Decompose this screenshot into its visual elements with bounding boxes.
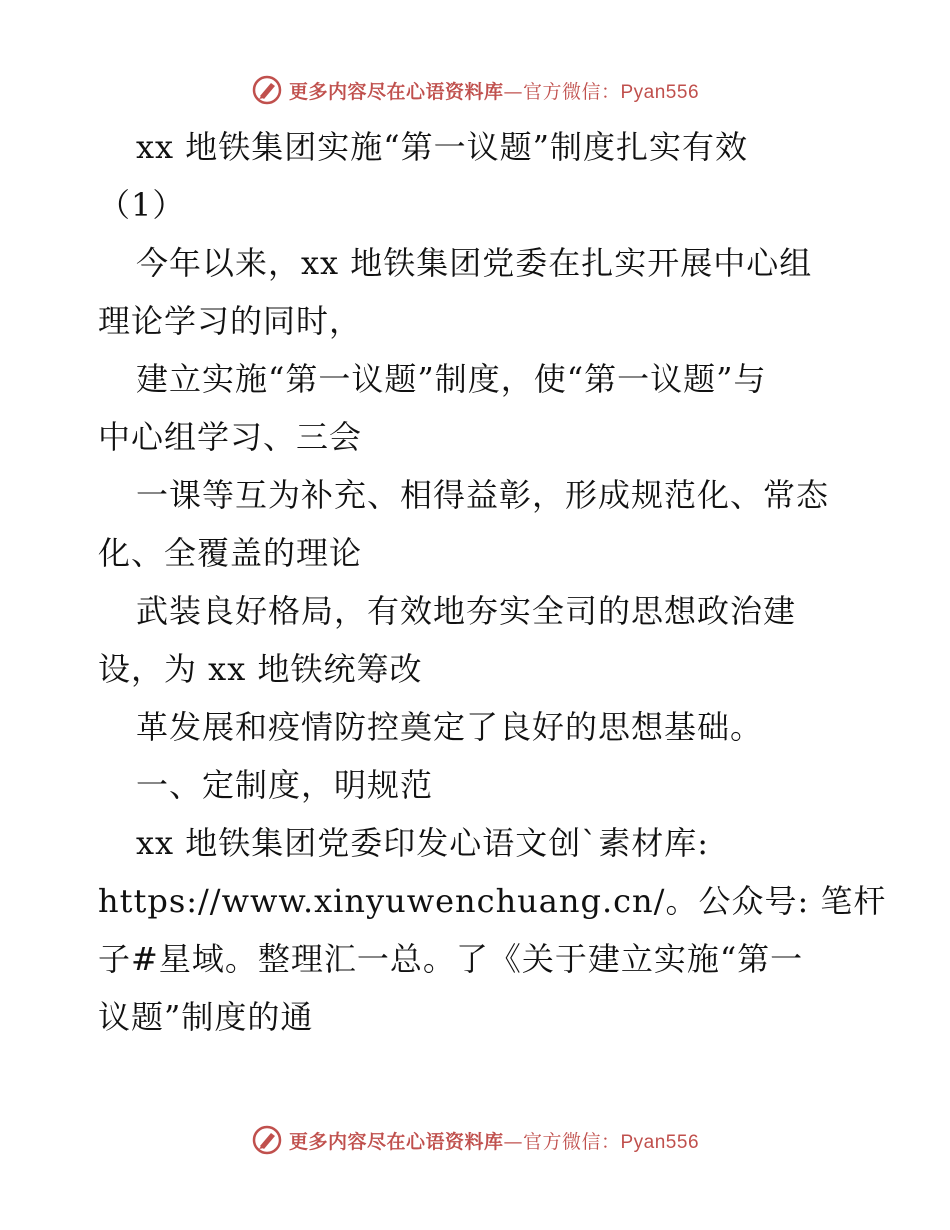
section-heading: 一、定制度，明规范 [136, 766, 434, 804]
paragraph-line: 设，为 xx 地铁统筹改 [98, 650, 423, 688]
paragraph-line: 理论学习的同时， [98, 302, 363, 340]
paragraph-line: xx 地铁集团党委印发心语文创`素材库: [136, 824, 710, 862]
paragraph-line: 今年以来，xx 地铁集团党委在扎实开展中心组 [136, 244, 813, 282]
document-title: xx 地铁集团实施“第一议题”制度扎实有效 [136, 128, 748, 166]
paragraph-line: 中心组学习、三会 [98, 418, 363, 456]
watermark-text [289, 1127, 699, 1154]
watermark-contact: 官方微信：Pyan556 [523, 81, 700, 103]
logo-icon [251, 1124, 283, 1156]
document-body [98, 118, 887, 1046]
paragraph-line: https://www.xinyuwenchuang.cn/。公众号: 笔杆 [98, 882, 887, 920]
watermark-separator: — [503, 1130, 523, 1153]
paragraph-line: 武装良好格局，有效地夯实全司的思想政治建 [136, 592, 797, 630]
paragraph-line: 建立实施“第一议题”制度，使“第一议题”与 [136, 360, 767, 398]
paragraph-line: 革发展和疫情防控奠定了良好的思想基础。 [136, 708, 764, 746]
watermark-brand: 更多内容尽在心语资料库 [288, 80, 504, 103]
paragraph-line: 议题”制度的通 [98, 998, 314, 1036]
watermark-separator: — [503, 80, 523, 103]
paragraph-line: 子#星域。整理汇一总。了《关于建立实施“第一 [98, 940, 804, 978]
header-watermark [0, 70, 950, 110]
watermark-text [289, 77, 699, 104]
document-title-suffix: （1） [98, 186, 186, 224]
watermark-contact: 官方微信：Pyan556 [523, 1131, 700, 1153]
logo-icon [251, 74, 283, 106]
footer-watermark [0, 1120, 950, 1160]
watermark-brand: 更多内容尽在心语资料库 [288, 1130, 504, 1153]
paragraph-line: 化、全覆盖的理论 [98, 534, 363, 572]
paragraph-line: 一课等互为补充、相得益彰，形成规范化、常态 [136, 476, 830, 514]
